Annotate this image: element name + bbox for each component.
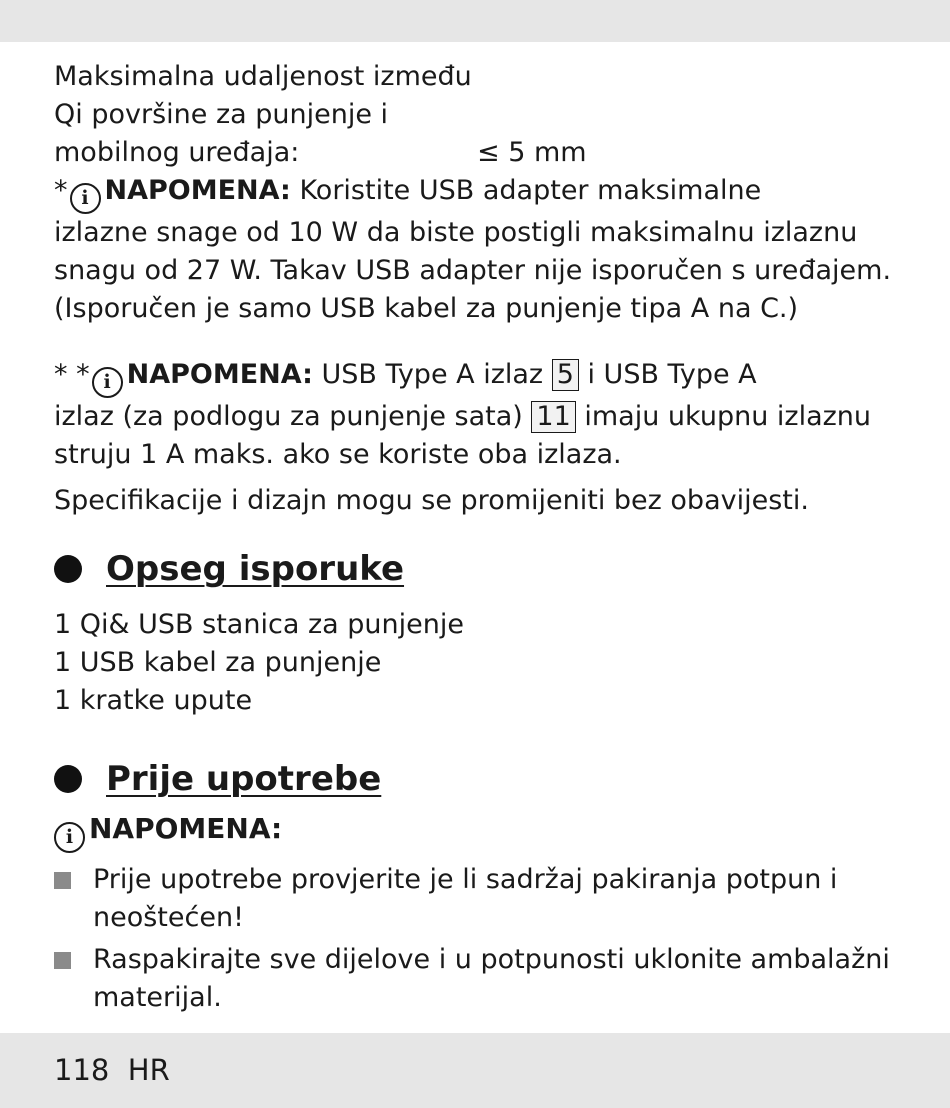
note-text: struju 1 A maks. ako se koriste oba izlaza. [54, 439, 622, 470]
note-title: NAPOMENA: [89, 812, 283, 845]
section-heading-before-use [54, 760, 914, 798]
note-text: Koristite USB adapter maksimalne [299, 175, 762, 206]
manual-page-content [54, 58, 914, 1017]
language-code: HR [127, 1053, 170, 1087]
delivery-list [54, 606, 914, 720]
bullet-dot-icon [54, 555, 82, 583]
list-item [54, 941, 914, 1017]
section-title: Prije upotrebe [106, 759, 382, 799]
spec-change-notice: Specifikacije i dizajn mogu se promijeniti bez obavijesti. [54, 485, 809, 516]
spec-line: Maksimalna udaljenost između [54, 61, 472, 92]
list-item-text: Prije upotrebe provjerite je li sadržaj pakiranja potpun i [93, 864, 838, 895]
square-bullet-icon [54, 872, 71, 889]
list-item [54, 861, 914, 937]
list-item: 1 kratke upute [54, 685, 253, 716]
note-title: NAPOMENA: [126, 359, 313, 390]
list-item: 1 Qi& USB stanica za punjenje [54, 609, 464, 640]
note-usb-adapter [54, 172, 914, 328]
info-icon: i [54, 822, 85, 853]
note-usb-output [54, 356, 914, 474]
spec-block [54, 58, 914, 172]
section-heading-delivery [54, 550, 914, 588]
bullet-dot-icon [54, 765, 82, 793]
spec-value: ≤ 5 mm [477, 137, 587, 168]
page-number: 118 [54, 1053, 110, 1087]
header-band [0, 0, 950, 42]
list-item-text: Raspakirajte sve dijelove i u potpunosti uklonite ambalažni [93, 944, 890, 975]
footnote-marker: * [54, 175, 68, 206]
note-text: snagu od 27 W. Takav USB adapter nije isporučen s uređajem. [54, 255, 892, 286]
info-icon: i [70, 183, 101, 214]
spec-line: Qi površine za punjenje i [54, 99, 389, 130]
note-text: izlaz (za podlogu za punjenje sata) [54, 401, 523, 432]
note-text: (Isporučen je samo USB kabel za punjenje tipa A na C.) [54, 293, 799, 324]
footnote-marker: * * [54, 359, 90, 390]
reference-number-box: 5 [552, 359, 579, 391]
reference-number-box: 11 [531, 401, 575, 433]
note-text: imaju ukupnu izlaznu [584, 401, 872, 432]
list-item: 1 USB kabel za punjenje [54, 647, 382, 678]
square-bullet-icon [54, 952, 71, 969]
spec-label: mobilnog uređaja: [54, 137, 300, 168]
note-text: i USB Type A [587, 359, 757, 390]
spec-row [54, 134, 914, 172]
note-text: izlazne snage od 10 W da biste postigli maksimalnu izlaznu [54, 217, 858, 248]
section-title: Opseg isporuke [106, 549, 405, 589]
page-footer [54, 1050, 170, 1090]
info-icon: i [92, 367, 123, 398]
list-item-text: materijal. [93, 982, 222, 1013]
note-heading [54, 810, 914, 853]
note-title: NAPOMENA: [104, 175, 291, 206]
list-item-text: neoštećen! [93, 902, 244, 933]
note-text: USB Type A izlaz [321, 359, 544, 390]
